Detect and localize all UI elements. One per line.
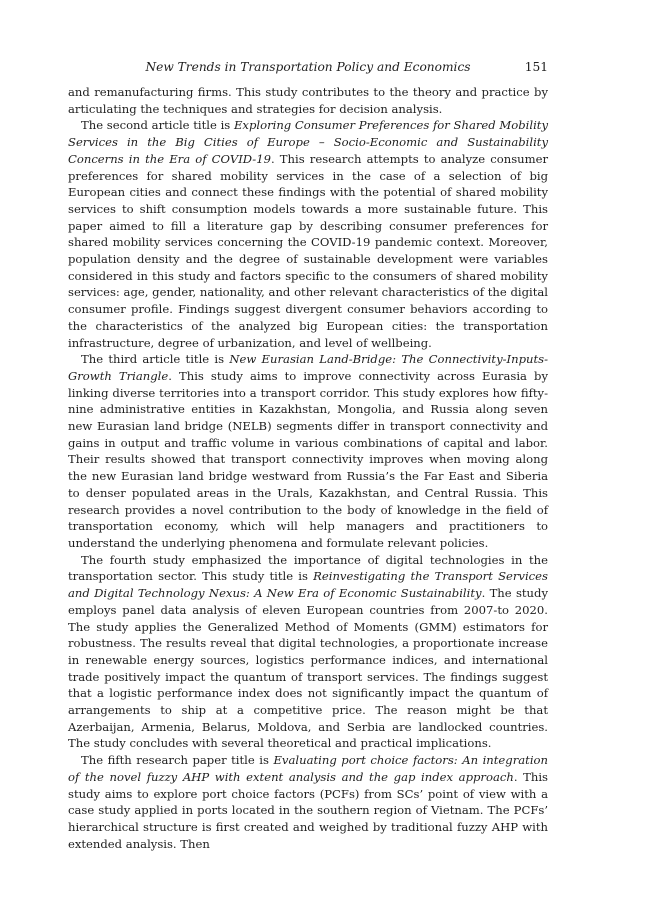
article-title: Evaluating port choice factors: An integration of the novel fuzzy AHP with extent analysis and the gap index approach	[68, 753, 548, 784]
paragraph-text: . This study aims to explore port choice factors (PCFs) from SCs’ point of view with a case study applied in ports located in the southern region of Vietnam. The PCFs’ hierarchical structure is first created and weighed by traditional fuzzy AHP with extended analysis. Then	[68, 769, 548, 851]
paragraph-fourth-study	[68, 552, 548, 752]
article-title: Reinvestigating the Transport Services and Digital Technology Nexus: A New Era of Economic Sustainability	[68, 569, 548, 601]
paragraph-text: and remanufacturing firms. This study contributes to the theory and practice by articulating the techniques and strategies for decision analysis.	[68, 85, 548, 116]
paragraph-lead: The fourth study emphasized the importance of digital technologies in the transportation sector. This study title is	[68, 552, 548, 584]
paragraph-text: . This research attempts to analyze consumer preferences for shared mobility services in the case of a selection of big European cities and connect these findings with the potential of shared mobility services to shift consumption models towards a more sustainable future. This paper aimed to fill a literature gap by describing consumer preferences for shared mobility services concerning the COVID-19 pandemic context. Moreover, population density and the degree of sustainable development were variables considered in this study and factors specific to the consumers of shared mobility services: age, gender, nationality, and other relevant characteristics of the digital consumer profile. Findings suggest divergent consumer behaviors according to the characteristics of the analyzed big European cities: the transportation infrastructure, degree of urbanization, and level of wellbeing.	[68, 151, 549, 350]
paragraph-lead: The second article title is	[81, 118, 234, 133]
paragraph-lead: The fifth research paper title is	[81, 753, 274, 768]
article-title: New Eurasian Land-Bridge: The Connectivity-Inputs-Growth Triangle	[68, 352, 549, 383]
paragraph-continuation	[68, 84, 548, 117]
running-title: New Trends in Transportation Policy and Economics	[145, 60, 471, 74]
page-number: 151	[524, 60, 548, 74]
running-header	[68, 58, 548, 76]
paragraph-second-article	[68, 117, 548, 351]
article-title: Exploring Consumer Preferences for Shared Mobility Services in the Big Cities of Europe – Socio-Economic and Sustainability Concerns in the Era of COVID-19	[68, 118, 549, 166]
paragraph-text: . This study aims to improve connectivity across Eurasia by linking diverse territories into a transport corridor. This study explores how fifty-nine administrative entities in Kazakhstan, Mongolia, and Russia along seven new Eurasian land bridge (NELB) segments differ in transport connectivity and gains in output and traffic volume in various combinations of capital and labor. Their results showed that transport connectivity improves when moving along the new Eurasian land bridge westward from Russia’s the Far East and Siberia to denser populated areas in the Urals, Kazakhstan, and Central Russia. This research provides a novel contribution to the body of knowledge in the field of transportation economy, which will help managers and practitioners to understand the underlying phenomena and formulate relevant policies.	[68, 368, 548, 550]
paragraph-third-article	[68, 351, 548, 551]
paragraph-fifth-paper	[68, 752, 548, 852]
paragraph-text: . The study employs panel data analysis of eleven European countries from 2007-to 2020. The study applies the Generalized Method of Moments (GMM) estimators for robustness. The results reveal that digital technologies, a proportionate increase in renewable energy sources, logistics performance indices, and international trade positively impact the quantum of transport services. The findings suggest that a logistic performance index does not significantly impact the quantum of arrangements to ship at a competitive price. The reason might be that Azerbaijan, Armenia, Belarus, Moldova, and Serbia are landlocked countries. The study concludes with several theoretical and practical implications.	[68, 586, 548, 751]
body-text	[68, 84, 548, 852]
paragraph-lead: The third article title is	[81, 352, 230, 367]
